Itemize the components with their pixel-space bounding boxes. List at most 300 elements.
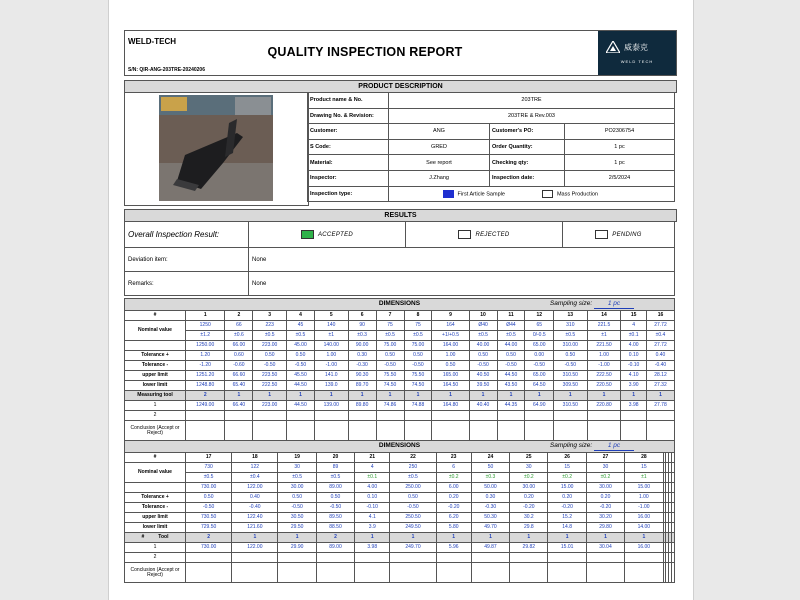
dim-number: 16 bbox=[646, 311, 674, 321]
dim-number: 10 bbox=[469, 311, 497, 321]
empty-cell bbox=[672, 513, 675, 523]
po-label: Customer's PO: bbox=[490, 124, 565, 140]
tool-number: 1 bbox=[625, 533, 663, 543]
empty-cell bbox=[232, 553, 278, 563]
nominal-top: 221.5 bbox=[587, 321, 621, 331]
dim-measurement-row-1 bbox=[125, 543, 675, 553]
dim-number: 28 bbox=[625, 453, 663, 463]
dim-number: 12 bbox=[525, 311, 554, 321]
scode-value: GRED bbox=[389, 139, 490, 155]
product-name-value: 203TRE bbox=[389, 93, 675, 109]
nominal-value: 140.00 bbox=[314, 341, 348, 351]
tolerance-plus-label: Tolerance + bbox=[125, 493, 186, 503]
sampling-size-2-label: Sampling size: bbox=[549, 442, 593, 449]
inspection-type-options bbox=[389, 186, 675, 202]
measurement-value: 1249.00 bbox=[186, 401, 225, 411]
dim-number: 25 bbox=[510, 453, 548, 463]
nominal-value: 65.00 bbox=[525, 341, 554, 351]
tool-number: 1 bbox=[497, 391, 525, 401]
tolerance-minus-value: -0.50 bbox=[376, 361, 404, 371]
dim-number-row bbox=[125, 311, 675, 321]
order-qty-value: 1 pc bbox=[565, 139, 675, 155]
tolerance-minus-value: -0.20 bbox=[436, 503, 471, 513]
conclusion-cell bbox=[497, 421, 525, 441]
measurement-value: 249.70 bbox=[390, 543, 436, 553]
measurement-value: 66.40 bbox=[225, 401, 253, 411]
upper-limit-value: 75.50 bbox=[404, 371, 432, 381]
nominal-top: 50 bbox=[471, 463, 509, 473]
tolerance-plus-value: 0.10 bbox=[621, 351, 647, 361]
tolerance-minus-value: -0.40 bbox=[232, 503, 278, 513]
nominal-top: 65 bbox=[525, 321, 554, 331]
conclusion-cell bbox=[672, 563, 675, 583]
company-logo bbox=[598, 31, 676, 75]
tool-number: 1 bbox=[436, 533, 471, 543]
tolerance-minus-value: -0.20 bbox=[510, 503, 548, 513]
dim-tool-row bbox=[125, 391, 675, 401]
dim-number: 2 bbox=[225, 311, 253, 321]
upper-limit-label: upper limit bbox=[125, 513, 186, 523]
tool-number: 2 bbox=[186, 533, 232, 543]
measuring-tool-label: Measuring tool bbox=[125, 391, 186, 401]
nominal-tolerance: ±1 bbox=[625, 473, 663, 483]
tolerance-minus-value: -0.50 bbox=[390, 503, 436, 513]
tool-number: 1 bbox=[278, 533, 316, 543]
measurement-value: 5.96 bbox=[436, 543, 471, 553]
nominal-value: 30.00 bbox=[510, 483, 548, 493]
upper-limit-value: 28.12 bbox=[646, 371, 674, 381]
tolerance-minus-value: -0.10 bbox=[621, 361, 647, 371]
conclusion-cell bbox=[314, 421, 348, 441]
empty-cell bbox=[625, 553, 663, 563]
dimensions-table-2 bbox=[124, 440, 675, 583]
deviation-value: None bbox=[249, 248, 675, 272]
measurement-value: 223.00 bbox=[253, 401, 287, 411]
upper-limit-value: 4.1 bbox=[355, 513, 390, 523]
deviation-label: Deviation item: bbox=[125, 248, 249, 272]
nominal-tolerance: ±0.4 bbox=[646, 331, 674, 341]
nominal-top: 4 bbox=[355, 463, 390, 473]
tolerance-minus-value: -0.50 bbox=[253, 361, 287, 371]
tool-number: 1 bbox=[232, 533, 278, 543]
empty-cell bbox=[548, 553, 586, 563]
nominal-value: 45.00 bbox=[287, 341, 315, 351]
measurement-value: 89.00 bbox=[316, 543, 354, 553]
dim-number: 4 bbox=[287, 311, 315, 321]
nominal-top: 27.72 bbox=[646, 321, 674, 331]
nominal-top: Ø44 bbox=[497, 321, 525, 331]
conclusion-cell bbox=[553, 421, 587, 441]
nominal-value: 4.00 bbox=[621, 341, 647, 351]
measurement-value: 29.82 bbox=[510, 543, 548, 553]
nominal-top: 164 bbox=[432, 321, 469, 331]
nominal-tolerance: ±0.5 bbox=[278, 473, 316, 483]
conclusion-cell bbox=[316, 563, 354, 583]
conclusion-cell bbox=[355, 563, 390, 583]
nominal-tolerance: ±0.5 bbox=[469, 331, 497, 341]
measurement-value: 64.90 bbox=[525, 401, 554, 411]
measurement-value: 730.00 bbox=[186, 543, 232, 553]
dim-measurement-row-2 bbox=[125, 411, 675, 421]
conclusion-cell bbox=[471, 563, 509, 583]
tolerance-plus-value: 0.50 bbox=[186, 493, 232, 503]
empty-cell bbox=[672, 553, 675, 563]
tolerance-minus-value: -1.00 bbox=[314, 361, 348, 371]
drawing-label: Drawing No. & Revision: bbox=[308, 108, 389, 124]
upper-limit-value: 223.50 bbox=[253, 371, 287, 381]
tolerance-plus-value: 0.50 bbox=[404, 351, 432, 361]
checking-qty-value: 1 pc bbox=[565, 155, 675, 171]
nominal-tolerance: ±0.4 bbox=[232, 473, 278, 483]
dim-lower-limit-row bbox=[125, 381, 675, 391]
nominal-value: 27.72 bbox=[646, 341, 674, 351]
dim-number: 14 bbox=[587, 311, 621, 321]
upper-limit-value: 45.50 bbox=[287, 371, 315, 381]
lower-limit-label: lower limit bbox=[125, 523, 186, 533]
nominal-tolerance: ±0.5 bbox=[186, 473, 232, 483]
lower-limit-value: 29.80 bbox=[586, 523, 624, 533]
conclusion-cell bbox=[586, 563, 624, 583]
conclusion-label: Conclusion (Accept or Reject) bbox=[125, 563, 186, 583]
nominal-value-label: Nominal value bbox=[125, 463, 186, 483]
dim-nominal-tol-row bbox=[125, 473, 675, 483]
tool-number: 1 bbox=[646, 391, 674, 401]
upper-limit-value: 40.50 bbox=[469, 371, 497, 381]
empty-cell bbox=[672, 523, 675, 533]
nominal-tolerance: ±1 bbox=[314, 331, 348, 341]
nominal-tolerance: ±0.5 bbox=[376, 331, 404, 341]
tolerance-plus-value: 0.50 bbox=[469, 351, 497, 361]
tolerance-minus-value: -0.10 bbox=[355, 503, 390, 513]
empty-cell bbox=[525, 411, 554, 421]
report-title: QUALITY INSPECTION REPORT bbox=[267, 45, 463, 59]
lower-limit-value: 3.9 bbox=[355, 523, 390, 533]
company-name: WELD-TECH bbox=[128, 37, 176, 46]
dim-number: 5 bbox=[314, 311, 348, 321]
tool-number: 1 bbox=[253, 391, 287, 401]
nominal-value: 89.00 bbox=[316, 483, 354, 493]
tolerance-plus-value: 1.00 bbox=[625, 493, 663, 503]
lower-limit-value: 14.00 bbox=[625, 523, 663, 533]
lower-limit-value: 43.50 bbox=[497, 381, 525, 391]
tool-number: 1 bbox=[553, 391, 587, 401]
tolerance-plus-value: 0.50 bbox=[553, 351, 587, 361]
tolerance-plus-value: 0.00 bbox=[525, 351, 554, 361]
empty-cell bbox=[253, 411, 287, 421]
dim-measurement-row-2 bbox=[125, 553, 675, 563]
accepted-checkbox[interactable] bbox=[301, 230, 314, 239]
dim-lower-limit-row bbox=[125, 523, 675, 533]
nominal-value: 75.00 bbox=[404, 341, 432, 351]
customer-label: Customer: bbox=[308, 124, 389, 140]
sampling-size-2-value: 1 pc bbox=[594, 443, 634, 451]
dim-number: 15 bbox=[621, 311, 647, 321]
empty-cell bbox=[672, 463, 675, 473]
measurement-value: 40.40 bbox=[469, 401, 497, 411]
empty-cell bbox=[404, 411, 432, 421]
upper-limit-value: 65.00 bbox=[525, 371, 554, 381]
nominal-top: 66 bbox=[225, 321, 253, 331]
dimensions-1-header bbox=[125, 299, 675, 311]
tool-number: 1 bbox=[376, 391, 404, 401]
tool-number: 1 bbox=[510, 533, 548, 543]
tolerance-minus-value: -0.30 bbox=[348, 361, 376, 371]
tolerance-minus-value: -0.30 bbox=[471, 503, 509, 513]
nominal-tolerance: ±0.5 bbox=[316, 473, 354, 483]
nominal-tolerance: ±0.2 bbox=[548, 473, 586, 483]
tolerance-plus-value: 0.50 bbox=[253, 351, 287, 361]
empty-cell bbox=[278, 553, 316, 563]
remarks-value: None bbox=[249, 272, 675, 296]
dim-number-row bbox=[125, 453, 675, 463]
empty-cell bbox=[672, 453, 675, 463]
conclusion-cell bbox=[186, 563, 232, 583]
conclusion-cell bbox=[469, 421, 497, 441]
product-description-header: PRODUCT DESCRIPTION bbox=[124, 80, 677, 93]
nominal-tolerance: +1/+0.5 bbox=[432, 331, 469, 341]
measurement-value: 44.35 bbox=[497, 401, 525, 411]
tolerance-minus-label: Tolerance - bbox=[125, 503, 186, 513]
scode-label: S Code: bbox=[308, 139, 389, 155]
measurement-value: 30.04 bbox=[586, 543, 624, 553]
empty-cell bbox=[436, 553, 471, 563]
tolerance-minus-value: -0.50 bbox=[469, 361, 497, 371]
hash-text: # bbox=[141, 534, 145, 540]
nominal-value: 50.00 bbox=[471, 483, 509, 493]
conclusion-cell bbox=[225, 421, 253, 441]
tolerance-minus-value: 0.50 bbox=[432, 361, 469, 371]
nominal-top: 75 bbox=[376, 321, 404, 331]
lower-limit-value: 309.50 bbox=[553, 381, 587, 391]
upper-limit-value: 44.50 bbox=[497, 371, 525, 381]
tool-number: 2 bbox=[186, 391, 225, 401]
tolerance-plus-value: 0.50 bbox=[278, 493, 316, 503]
upper-limit-value: 90.30 bbox=[348, 371, 376, 381]
results-table bbox=[124, 221, 675, 296]
tolerance-plus-value: 0.20 bbox=[510, 493, 548, 503]
conclusion-cell bbox=[646, 421, 674, 441]
nominal-tolerance: ±0.3 bbox=[471, 473, 509, 483]
dim-nominal-value-row bbox=[125, 483, 675, 493]
nominal-top: 140 bbox=[314, 321, 348, 331]
lower-limit-value: 29.8 bbox=[510, 523, 548, 533]
empty-cell bbox=[469, 411, 497, 421]
nominal-top: 223 bbox=[253, 321, 287, 331]
empty-cell bbox=[672, 533, 675, 543]
nominal-tolerance: 0/-0.5 bbox=[525, 331, 554, 341]
dim-number: 7 bbox=[376, 311, 404, 321]
conclusion-label: Conclusion (Accept or Reject) bbox=[125, 421, 186, 441]
nominal-top: 310 bbox=[553, 321, 587, 331]
upper-limit-value: 1251.20 bbox=[186, 371, 225, 381]
upper-limit-value: 30.50 bbox=[278, 513, 316, 523]
tool-number: 1 bbox=[469, 391, 497, 401]
lower-limit-value: 249.50 bbox=[390, 523, 436, 533]
nominal-tolerance: ±0.5 bbox=[497, 331, 525, 341]
nominal-top: 30 bbox=[278, 463, 316, 473]
lower-limit-value: 49.70 bbox=[471, 523, 509, 533]
empty-cell bbox=[287, 411, 315, 421]
empty-cell bbox=[553, 411, 587, 421]
dimensions-table-1 bbox=[124, 298, 675, 441]
dim-number: 20 bbox=[316, 453, 354, 463]
pending-option[interactable] bbox=[563, 222, 675, 248]
lower-limit-value: 29.50 bbox=[278, 523, 316, 533]
tolerance-plus-value: 0.30 bbox=[471, 493, 509, 503]
upper-limit-value: 310.50 bbox=[553, 371, 587, 381]
dim-upper-limit-row bbox=[125, 371, 675, 381]
tool-number: 1 bbox=[586, 533, 624, 543]
measurement-value: 27.78 bbox=[646, 401, 674, 411]
drawing-value: 203TRE & Rev.003 bbox=[389, 108, 675, 124]
material-value: See report bbox=[389, 155, 490, 171]
dim-number: 22 bbox=[390, 453, 436, 463]
nominal-top: 15 bbox=[548, 463, 586, 473]
rejected-option[interactable] bbox=[406, 222, 563, 248]
tolerance-plus-value: 0.20 bbox=[586, 493, 624, 503]
dim-number: 8 bbox=[404, 311, 432, 321]
first-article-label: First Article Sample bbox=[457, 191, 505, 198]
measurement-value: 29.90 bbox=[278, 543, 316, 553]
lower-limit-value: 121.60 bbox=[232, 523, 278, 533]
lower-limit-value: 39.50 bbox=[469, 381, 497, 391]
tolerance-minus-label: Tolerance - bbox=[125, 361, 186, 371]
po-value: PO2306754 bbox=[565, 124, 675, 140]
lower-limit-value: 27.32 bbox=[646, 381, 674, 391]
accepted-option[interactable] bbox=[249, 222, 406, 248]
nominal-tolerance: ±0.2 bbox=[586, 473, 624, 483]
empty-cell bbox=[646, 411, 674, 421]
dim-measurement-row-1 bbox=[125, 401, 675, 411]
sampling-size-1-value: 1 pc bbox=[594, 301, 634, 309]
measurement-row-label: 2 bbox=[125, 553, 186, 563]
lower-limit-value: 5.80 bbox=[436, 523, 471, 533]
nominal-tolerance: ±0.5 bbox=[553, 331, 587, 341]
measurement-value: 89.80 bbox=[348, 401, 376, 411]
nominal-tolerance: ±0.6 bbox=[225, 331, 253, 341]
measurement-value: 139.00 bbox=[314, 401, 348, 411]
nominal-top: 6 bbox=[436, 463, 471, 473]
empty-cell bbox=[587, 411, 621, 421]
dim-number: 13 bbox=[553, 311, 587, 321]
dim-hash-label: # bbox=[125, 311, 186, 321]
tool-number: 1 bbox=[225, 391, 253, 401]
nominal-value: 75.00 bbox=[376, 341, 404, 351]
overall-result-label: Overall Inspection Result: bbox=[125, 222, 249, 248]
nominal-value: 730.00 bbox=[186, 483, 232, 493]
nominal-top: 30 bbox=[510, 463, 548, 473]
tool-number: 1 bbox=[404, 391, 432, 401]
conclusion-cell bbox=[278, 563, 316, 583]
dim-nominal-top-row bbox=[125, 463, 675, 473]
upper-limit-value: 75.50 bbox=[376, 371, 404, 381]
nominal-value: 30.00 bbox=[278, 483, 316, 493]
lower-limit-value: 729.50 bbox=[186, 523, 232, 533]
tolerance-minus-value: -0.40 bbox=[646, 361, 674, 371]
dimensions-2-header bbox=[125, 441, 675, 453]
mass-production-checkbox[interactable] bbox=[542, 190, 553, 198]
dim-number: 21 bbox=[355, 453, 390, 463]
dimensions-2-title: DIMENSIONS bbox=[378, 442, 421, 450]
tolerance-plus-value: 0.20 bbox=[436, 493, 471, 503]
measurement-value: 220.80 bbox=[587, 401, 621, 411]
nominal-value: 30.00 bbox=[586, 483, 624, 493]
dim-conclusion-row bbox=[125, 563, 675, 583]
conclusion-cell bbox=[253, 421, 287, 441]
lower-limit-value: 222.50 bbox=[253, 381, 287, 391]
dim-number: 19 bbox=[278, 453, 316, 463]
dim-number: 11 bbox=[497, 311, 525, 321]
conclusion-cell bbox=[232, 563, 278, 583]
empty-cell bbox=[225, 411, 253, 421]
upper-limit-value: 30.20 bbox=[586, 513, 624, 523]
conclusion-cell bbox=[621, 421, 647, 441]
serial-number: S/N: QIR-ANG-203TRE-20240206 bbox=[128, 67, 205, 73]
first-article-checkbox[interactable] bbox=[443, 190, 454, 198]
tolerance-plus-value: 0.40 bbox=[232, 493, 278, 503]
conclusion-cell bbox=[525, 421, 554, 441]
dim-number: 23 bbox=[436, 453, 471, 463]
checking-qty-label: Checking qty: bbox=[490, 155, 565, 171]
upper-limit-value: 141.0 bbox=[314, 371, 348, 381]
nominal-tolerance: ±1 bbox=[587, 331, 621, 341]
empty-cell bbox=[497, 411, 525, 421]
dim-tool-row bbox=[125, 533, 675, 543]
tool-text: Tool bbox=[158, 534, 169, 540]
nominal-top: 15 bbox=[625, 463, 663, 473]
upper-limit-value: 89.50 bbox=[316, 513, 354, 523]
tolerance-minus-value: -0.50 bbox=[525, 361, 554, 371]
tool-number: 2 bbox=[316, 533, 354, 543]
dim-nominal-top-row bbox=[125, 321, 675, 331]
tolerance-plus-value: 1.00 bbox=[587, 351, 621, 361]
tolerance-plus-value: 0.60 bbox=[225, 351, 253, 361]
conclusion-cell bbox=[548, 563, 586, 583]
empty-cell bbox=[621, 411, 647, 421]
tolerance-plus-value: 0.50 bbox=[287, 351, 315, 361]
order-qty-label: Order Quantity: bbox=[490, 139, 565, 155]
nominal-tolerance: ±0.5 bbox=[287, 331, 315, 341]
empty-cell bbox=[314, 411, 348, 421]
pending-checkbox[interactable] bbox=[595, 230, 608, 239]
nominal-tolerance: ±0.2 bbox=[436, 473, 471, 483]
nominal-value: 310.00 bbox=[553, 341, 587, 351]
nominal-tolerance: ±0.1 bbox=[621, 331, 647, 341]
nominal-value: 66.00 bbox=[225, 341, 253, 351]
nominal-tolerance: ±1.2 bbox=[186, 331, 225, 341]
product-name-label: Product name & No. bbox=[308, 93, 389, 109]
nominal-value: 90.00 bbox=[348, 341, 376, 351]
dim-number: 3 bbox=[253, 311, 287, 321]
measurement-row-label: 2 bbox=[125, 411, 186, 421]
nominal-tolerance: ±0.5 bbox=[404, 331, 432, 341]
lower-limit-value: 220.50 bbox=[587, 381, 621, 391]
empty-cell bbox=[672, 493, 675, 503]
empty-cell bbox=[672, 473, 675, 483]
upper-limit-value: 165.00 bbox=[432, 371, 469, 381]
nominal-top: 30 bbox=[586, 463, 624, 473]
inspection-type-label: Inspection type: bbox=[308, 186, 389, 202]
logo-chinese-text: 威泰克 bbox=[624, 43, 648, 52]
mass-production-label: Mass Production bbox=[556, 191, 598, 198]
lower-limit-value: 164.50 bbox=[432, 381, 469, 391]
dim-tolerance-minus-row bbox=[125, 503, 675, 513]
tolerance-plus-value: 0.40 bbox=[646, 351, 674, 361]
upper-limit-value: 122.40 bbox=[232, 513, 278, 523]
measurement-value: 122.00 bbox=[232, 543, 278, 553]
rejected-checkbox[interactable] bbox=[458, 230, 471, 239]
lower-limit-value: 3.90 bbox=[621, 381, 647, 391]
